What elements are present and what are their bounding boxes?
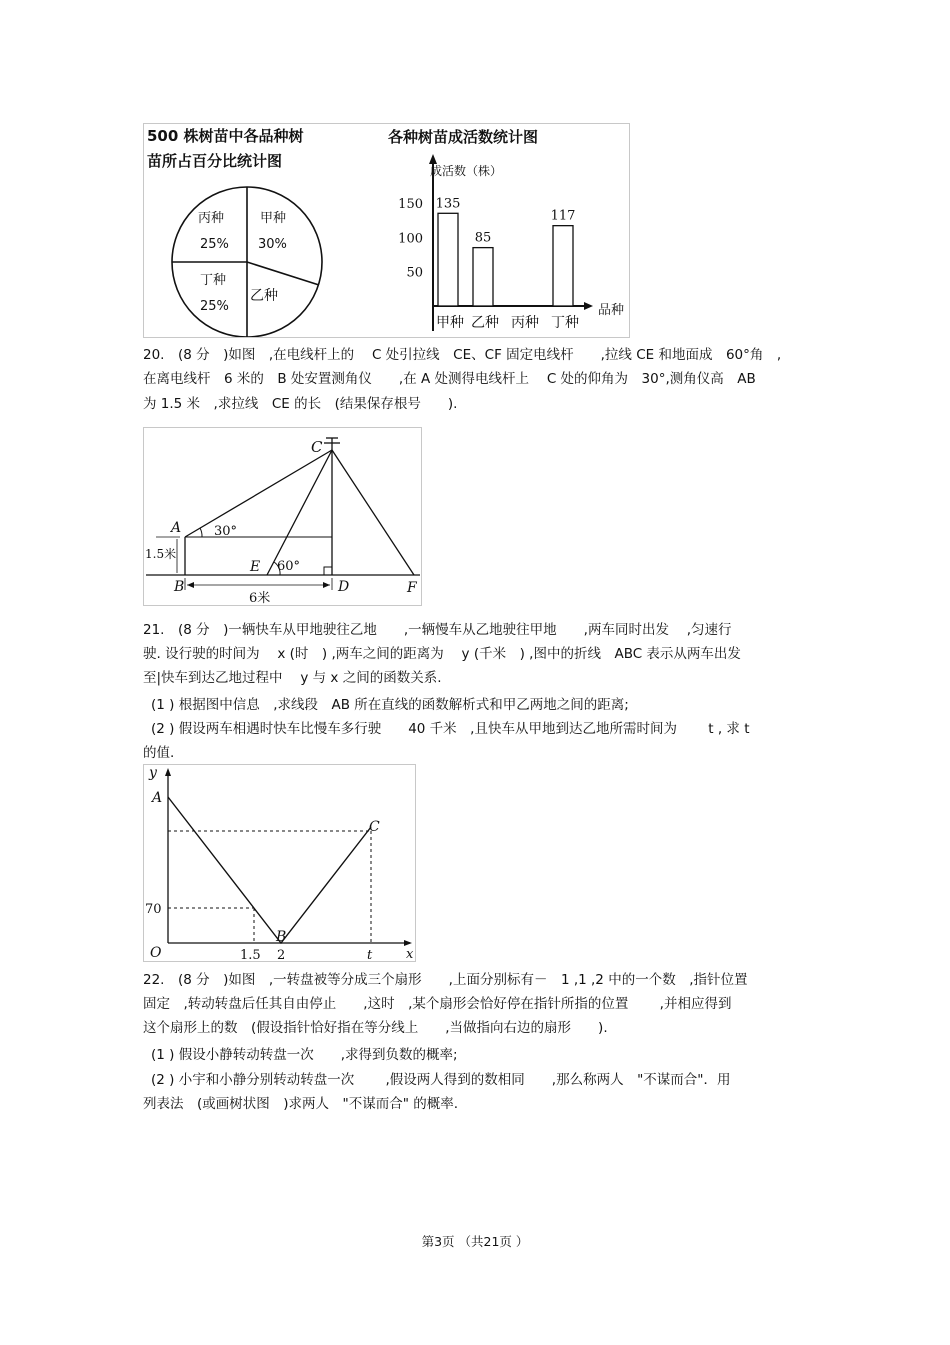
label-2: 2 (277, 948, 286, 961)
dim-arrow-right (323, 582, 330, 588)
q21-line3: 至|快车到达乙地过程中 y 与 x 之间的函数关系. (143, 670, 442, 686)
label-a: A (171, 520, 182, 536)
label-c: C (311, 438, 323, 456)
label-x: x (406, 947, 414, 961)
label-c: C (369, 819, 380, 835)
label-a: A (152, 790, 163, 806)
pie-divider-right (247, 262, 319, 285)
bar-y-tick-label: 50 (406, 265, 423, 281)
right-angle-d (324, 567, 332, 575)
label-b: B (276, 929, 287, 945)
bar-categories (436, 315, 579, 331)
bar-0 (438, 213, 458, 306)
q22-line1: 22. (8 分 )如图 ,一转盘被等分成三个扇形 ,上面分别标有－ 1 ,1 ,2 中的一个数 ,指针位置 (143, 972, 748, 988)
label-distance: 6米 (249, 591, 271, 605)
bar-title: 各种树苗成活数统计图 (388, 128, 539, 146)
pie-title-line2: 苗所占百分比统计图 (147, 152, 283, 170)
pie-bing-name: 丙种 (198, 211, 225, 226)
survival-charts-figure (143, 123, 630, 338)
label-f: F (407, 580, 417, 596)
q21-line1: 21. (8 分 )一辆快车从甲地驶往乙地 ,一辆慢车从乙地驶往甲地 ,两车同时出发 ,匀速行 (143, 622, 732, 638)
q22-part2: (2 ) 小宇和小静分别转动转盘一次 ,假设两人得到的数相同 ,那么称两人 "不谋而合"．用 (151, 1072, 731, 1088)
bar-category-label: 丁种 (551, 315, 579, 331)
q21-line2: 驶. 设行驶的时间为 x (时 ) ,两车之间的距离为 y (千米 ) ,图中的折线 ABC 表示从两车出发 (143, 646, 741, 662)
wire-cf (332, 450, 414, 575)
bar-y-ticks (398, 197, 423, 281)
pole-svg (144, 428, 421, 605)
bar-x-axis-arrow (584, 302, 593, 310)
distance-graph-svg (144, 765, 415, 961)
pole-figure (143, 427, 422, 606)
bar-y-axis-arrow (429, 154, 437, 164)
bar-y-label: 成活数（株） (430, 164, 503, 178)
q21-part2b: 的值. (143, 745, 175, 761)
bar-1 (473, 248, 493, 306)
label-70: 70 (145, 902, 162, 917)
label-angle30: 30° (214, 524, 238, 539)
distance-graph-figure (143, 764, 416, 962)
y-axis-arrow (165, 768, 171, 776)
label-y: y (149, 765, 157, 781)
q21-part1: (1 ) 根据图中信息 ,求线段 AB 所在直线的函数解析式和甲乙两地之间的距离; (151, 697, 629, 713)
bar-value-label: 85 (474, 230, 492, 246)
pie-jia-name: 甲种 (260, 211, 287, 226)
bar-category-label: 丙种 (511, 315, 539, 331)
polyline-abc (168, 797, 371, 943)
q22-part2b: 列表法 (或画树状图 )求两人 "不谋而合" 的概率. (143, 1096, 459, 1112)
angle-arc-30 (200, 528, 202, 537)
bar-category-label: 乙种 (471, 315, 499, 331)
pie-yi-name: 乙种 (250, 288, 278, 304)
bar-y-tick-label: 100 (398, 231, 423, 247)
label-e: E (250, 559, 261, 575)
bar-y-tick-label: 150 (398, 197, 423, 212)
x-axis-arrow (404, 940, 412, 946)
q20-line2: 在离电线杆 6 米的 B 处安置测角仪 ,在 A 处测得电线杆上 C 处的仰角为 30°,测角仪高 AB (143, 371, 756, 387)
q22-part1: (1 ) 假设小静转动转盘一次 ,求得到负数的概率; (151, 1047, 458, 1063)
q22-line3: 这个扇形上的数 (假设指针恰好指在等分线上 ,当做指向右边的扇形 ). (143, 1020, 608, 1036)
pie-bing-pct: 25% (200, 237, 229, 252)
pie-jia-pct: 30% (258, 237, 287, 252)
q21-part2: (2 ) 假设两车相遇时快车比慢车多行驶 40 千米 ,且快车从甲地到达乙地所需时间为 t , 求 t (151, 721, 750, 737)
pie-ding-pct: 25% (200, 299, 229, 314)
pie-title-line1: 500 株树苗中各品种树 (147, 127, 304, 145)
label-b: B (174, 579, 185, 595)
label-t: t (367, 948, 373, 961)
label-1-5: 1.5 (240, 948, 261, 961)
bar-value-label: 135 (435, 196, 461, 212)
page-footer: 第3页 （共21页 ） (421, 1234, 529, 1249)
bar-marks (436, 196, 576, 306)
bar-category-label: 甲种 (436, 315, 464, 331)
charts-svg (144, 124, 629, 337)
label-height: 1.5米 (145, 547, 177, 561)
bar-3 (553, 226, 573, 306)
label-o: O (150, 945, 162, 961)
q20-line3: 为 1.5 米 ,求拉线 CE 的长 (结果保存根号 ). (143, 396, 458, 412)
bar-value-label: 117 (550, 208, 576, 224)
q22-line2: 固定 ,转动转盘后任其自由停止 ,这时 ,某个扇形会恰好停在指针所指的位置 ,并相应得到 (143, 996, 732, 1012)
q20-line1: 20. (8 分 )如图 ,在电线杆上的 C 处引拉线 CE、CF 固定电线杆 ,拉线 CE 和地面成 60°角 , (143, 347, 782, 363)
dim-arrow-left (187, 582, 194, 588)
label-d: D (338, 579, 350, 595)
bar-x-label: 品种 (598, 303, 625, 318)
pie-ding-name: 丁种 (200, 273, 227, 288)
label-angle60: 60° (277, 559, 301, 574)
